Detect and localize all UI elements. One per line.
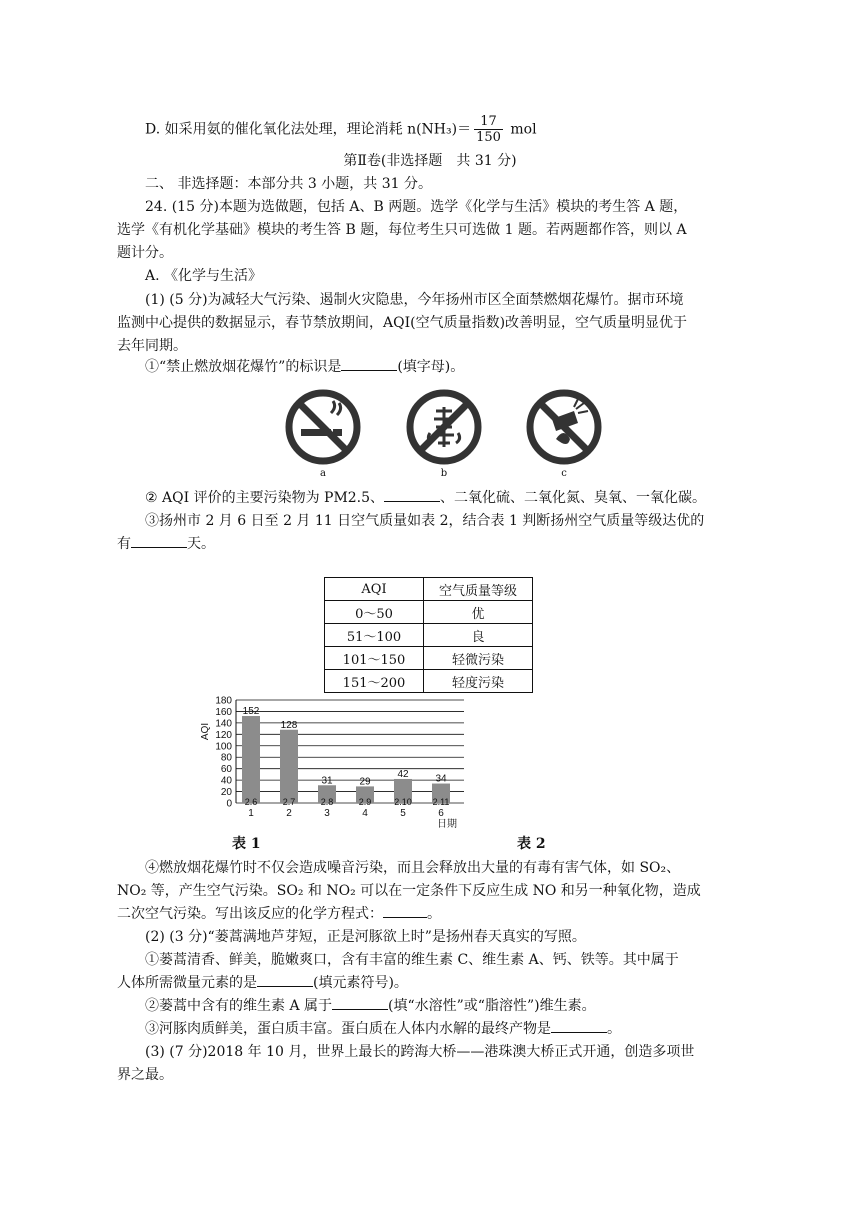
x-tick-label: 2.11	[432, 797, 450, 807]
x-tick-label: 2.10	[394, 797, 412, 807]
x-index-label: 5	[400, 808, 406, 819]
no-firecrackers-sign-icon	[406, 389, 482, 465]
table-row	[325, 624, 533, 647]
p1-line2: 监测中心提供的数据显示，春节禁放期间，AQI(空气质量指数)改善明显，空气质量明显优于	[117, 315, 688, 331]
bar-value-label: 31	[321, 775, 333, 787]
x-tick-label: 2.7	[282, 797, 296, 807]
y-axis-label: AQI	[200, 722, 211, 741]
answer-blank[interactable]	[341, 356, 397, 371]
aqi-bar-chart	[196, 690, 476, 830]
table-cell: 51～100	[325, 624, 424, 647]
y-tick-label: 40	[220, 775, 232, 787]
p2-line3	[117, 972, 408, 994]
sign-label-c: c	[561, 468, 567, 479]
y-tick-label: 100	[215, 741, 232, 753]
section-title: 第Ⅱ卷(非选择题 共 31 分)	[343, 153, 517, 169]
sign-label-b: b	[440, 468, 448, 479]
y-tick-label: 0	[226, 798, 232, 810]
p1-q1-post: (填字母)。	[397, 359, 465, 375]
answer-blank[interactable]	[551, 1018, 607, 1033]
answer-blank[interactable]	[257, 972, 313, 987]
table-header-row	[325, 578, 533, 601]
x-axis-label: 日期	[437, 819, 457, 830]
p4-line3-post: 。	[427, 906, 441, 922]
y-tick-label: 140	[215, 718, 232, 730]
p4-line3	[117, 903, 441, 925]
p1-q1-pre: ①“禁止燃放烟花爆竹”的标识是	[145, 359, 342, 375]
p3-line2: 界之最。	[117, 1067, 173, 1083]
p4-line3-pre: 二次空气污染。写出该反应的化学方程式：	[117, 906, 383, 922]
p1-q3-pre: 有	[117, 536, 131, 552]
option-d	[145, 114, 537, 145]
p2-line1: (2) (3 分)“蒌蒿满地芦芽短，正是河豚欲上时”是扬州春天真实的写照。	[145, 929, 586, 945]
answer-blank[interactable]	[332, 995, 388, 1010]
aqi-grade-table	[324, 577, 533, 693]
y-tick-label: 80	[220, 752, 232, 764]
fraction-numerator: 17	[474, 114, 503, 130]
bar	[242, 716, 260, 803]
table-cell: 轻度污染	[424, 670, 533, 693]
caption-table1: 表 1	[232, 836, 261, 852]
table-header: AQI	[325, 578, 424, 601]
table-row	[325, 601, 533, 624]
bar-value-label: 34	[435, 773, 447, 785]
answer-blank[interactable]	[384, 487, 440, 502]
option-d-unit: mol	[510, 121, 537, 138]
bar-value-label: 29	[359, 776, 371, 788]
option-d-text: D. 如采用氨的催化氧化法处理，理论消耗 n(NH₃)＝	[145, 121, 472, 138]
p4-line1: ④燃放烟花爆竹时不仅会造成噪音污染，而且会释放出大量的有毒有害气体，如 SO₂、	[145, 860, 681, 876]
p2-line4-pre: ②蒌蒿中含有的维生素 A 属于	[145, 998, 333, 1014]
x-tick-label: 2.6	[244, 797, 258, 807]
p3-line1: (3) (7 分)2018 年 10 月，世界上最长的跨海大桥——港珠澳大桥正式开通，创造多项世	[145, 1044, 695, 1060]
p1-line3: 去年同期。	[117, 338, 187, 354]
p1-q3-post: 天。	[187, 536, 215, 552]
y-tick-label: 60	[220, 764, 232, 776]
fraction-denominator: 150	[476, 130, 501, 145]
p1-q3-line1: ③扬州市 2 月 6 日至 2 月 11 日空气质量如表 2，结合表 1 判断扬州空气质量等级达优的	[145, 513, 705, 529]
p2-line4-post: (填“水溶性”或“脂溶性”)维生素。	[388, 998, 596, 1014]
x-tick-label: 2.8	[320, 797, 334, 807]
part2-heading: 二、 非选择题：本部分共 3 小题，共 31 分。	[145, 176, 432, 192]
table-cell: 151～200	[325, 670, 424, 693]
p1-q1	[145, 356, 464, 378]
q24-line3: 题计分。	[117, 245, 173, 261]
y-tick-label: 160	[215, 706, 232, 718]
p1-q2-pre: ② AQI 评价的主要污染物为 PM2.5、	[145, 490, 385, 506]
table-cell: 良	[424, 624, 533, 647]
table-cell: 轻微污染	[424, 647, 533, 670]
bar-value-label: 128	[280, 719, 298, 731]
q24-line2: 选学《有机化学基础》模块的考生答 B 题，每位考生只可选做 1 题。若两题都作答，则以 A	[117, 222, 687, 238]
p1-q2-post: 、二氧化硫、二氧化氮、臭氧、一氧化碳。	[440, 490, 707, 506]
p2-line3-pre: 人体所需微量元素的是	[117, 975, 257, 991]
q24-line1: 24. (15 分)本题为选做题，包括 A、B 两题。选学《化学与生活》模块的考生答 A 题，	[145, 199, 688, 215]
p1-q3-line2	[117, 533, 215, 555]
table-header: 空气质量等级	[424, 578, 533, 601]
no-fireworks-sign-icon	[526, 389, 602, 465]
x-index-label: 3	[324, 808, 330, 819]
table-cell: 优	[424, 601, 533, 624]
p2-line5-post: 。	[607, 1021, 621, 1037]
p2-line5-pre: ③河豚肉质鲜美，蛋白质丰富。蛋白质在人体内水解的最终产物是	[145, 1021, 551, 1037]
sign-label-a: a	[320, 468, 326, 479]
p1-q2	[145, 487, 706, 509]
y-tick-label: 180	[215, 695, 232, 707]
bar	[280, 730, 298, 803]
y-tick-label: 20	[220, 787, 232, 799]
x-index-label: 4	[362, 808, 368, 819]
x-index-label: 6	[438, 808, 444, 819]
y-tick-label: 120	[215, 729, 232, 741]
table-row	[325, 647, 533, 670]
bar-value-label: 152	[242, 706, 260, 718]
fraction	[474, 114, 503, 145]
table-cell: 0～50	[325, 601, 424, 624]
q24-sub-a: A. 《化学与生活》	[145, 268, 263, 284]
table-cell: 101～150	[325, 647, 424, 670]
x-index-label: 2	[286, 808, 292, 819]
answer-blank[interactable]	[131, 533, 187, 548]
p2-line2: ①蒌蒿清香、鲜美，脆嫩爽口，含有丰富的维生素 C、维生素 A、钙、铁等。其中属于	[145, 952, 679, 968]
p2-line5	[145, 1018, 621, 1040]
p1-line1: (1) (5 分)为减轻大气污染、遏制火灾隐患，今年扬州市区全面禁燃烟花爆竹。据市环境	[145, 292, 684, 308]
x-index-label: 1	[248, 808, 254, 819]
no-smoking-sign-icon	[285, 389, 361, 465]
x-tick-label: 2.9	[358, 797, 372, 807]
p2-line3-post: (填元素符号)。	[313, 975, 408, 991]
bar-value-label: 42	[397, 768, 409, 780]
caption-table2: 表 2	[517, 836, 546, 852]
answer-blank[interactable]	[383, 903, 427, 918]
p4-line2: NO₂ 等，产生空气污染。SO₂ 和 NO₂ 可以在一定条件下反应生成 NO 和另一种氧化物，造成	[117, 883, 701, 899]
p2-line4	[145, 995, 596, 1017]
